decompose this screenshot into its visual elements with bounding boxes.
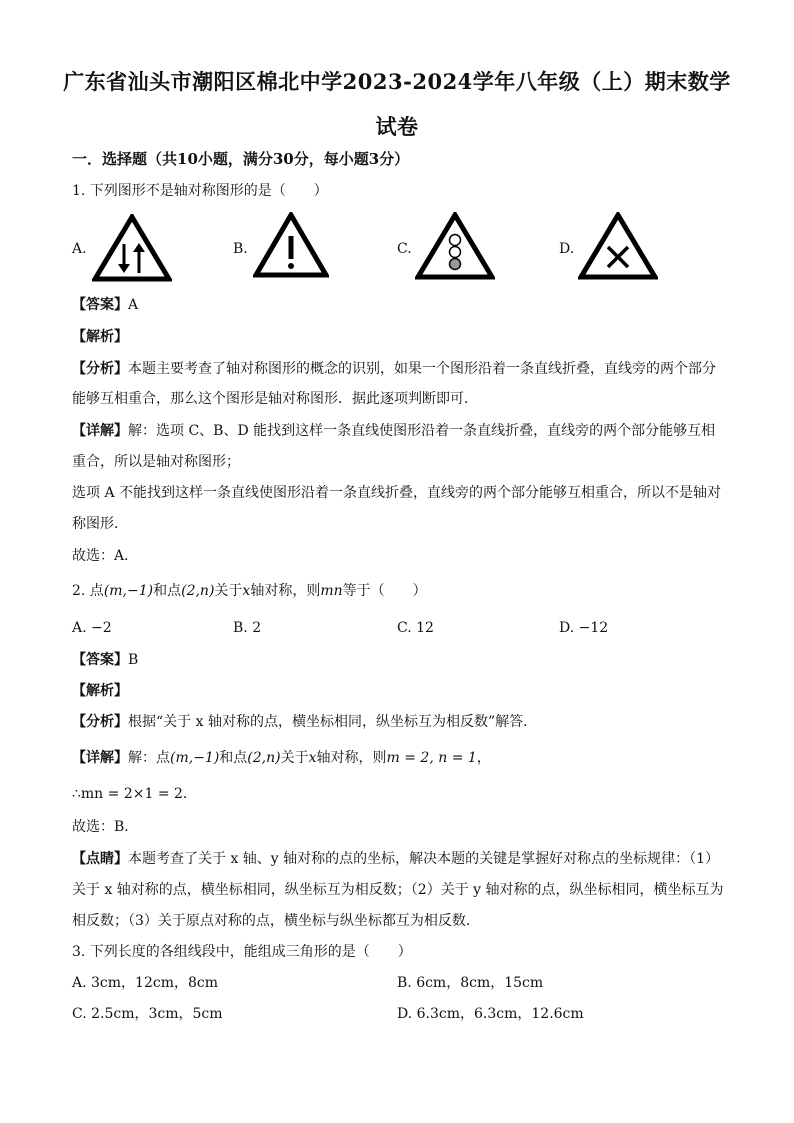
q2-option-b: B. 2 — [233, 620, 262, 636]
xiangjie-tag: 【详解】 — [72, 423, 128, 439]
q2-xiangjie-post: ， — [476, 750, 491, 766]
q2-point-1: (m,−1) — [103, 583, 154, 599]
answer-value: A — [128, 297, 139, 313]
q1-xiangjie-line-2: 重合，所以是轴对称图形； — [72, 454, 240, 470]
dianjing-tag: 【点睛】 — [72, 851, 128, 867]
q1-option-a-label: A. — [72, 241, 87, 257]
q1-fenxi-line-2: 能够互相重合，那么这个图形是轴对称图形．据此逐项判断即可． — [72, 391, 478, 407]
question-1-stem: 1. 下列图形不是轴对称图形的是（ ） — [72, 183, 328, 199]
q1-analysis-tag: 【解析】 — [72, 329, 128, 345]
answer-tag: 【答案】 — [72, 297, 128, 313]
q2-stem-mid-3: 轴对称，则 — [250, 583, 321, 599]
q2-stem-mid-1: 和点 — [153, 583, 182, 599]
q2-dianjing-line-2: 关于 x 轴对称的点，横坐标相同，纵坐标互为相反数；（2）关于 y 轴对称的点，纵坐标相同，横坐标互为 — [72, 882, 724, 898]
cross-warning-icon — [578, 212, 658, 280]
xiangjie-text: 解：选项 C、B、D 能找到这样一条直线使图形沿着一条直线折叠，直线旁的两个部分能够互相 — [128, 423, 716, 439]
q2-conclusion: 故选：B． — [72, 819, 139, 835]
q2-xiangjie-mid-3: 轴对称，则 — [316, 750, 387, 766]
fenxi-text: 本题主要考查了轴对称图形的概念的识别，如果一个图形沿着一条直线折叠，直线旁的两个部分 — [128, 361, 716, 377]
q2-answer — [72, 653, 138, 667]
answer-tag: 【答案】 — [72, 652, 128, 668]
xiangjie-tag: 【详解】 — [72, 750, 128, 766]
q1-xiangjie-line-3: 选项 A 不能找到这样一条直线使图形沿着一条直线折叠，直线旁的两个部分能够互相重合，所以不是轴对 — [72, 485, 722, 501]
page-title-continued: 试卷 — [375, 114, 419, 139]
exclamation-warning-icon — [253, 212, 329, 278]
two-way-traffic-icon — [92, 214, 172, 282]
q3-option-d: D. 6.3cm，6.3cm，12.6cm — [397, 1006, 584, 1022]
q1-answer — [72, 298, 138, 312]
q2-xiangjie-point-1: (m,−1) — [170, 750, 220, 766]
dianjing-text: 本题考查了关于 x 轴、y 轴对称的点的坐标，解决本题的关键是掌握好对称点的坐标规律：（1） — [128, 851, 720, 867]
q1-xiangjie-line-4: 称图形． — [72, 516, 128, 532]
q1-option-b-label: B. — [233, 241, 248, 257]
q2-option-d: D. −12 — [559, 620, 609, 636]
q2-mn: mn — [320, 583, 343, 599]
answer-value: B — [128, 652, 139, 668]
q2-xiangjie-axis: x — [308, 750, 317, 766]
q2-option-a: A. −2 — [72, 620, 112, 636]
q2-point-2: (2,n) — [181, 583, 215, 599]
section-heading: 一．选择题（共10小题，满分30分，每小题3分） — [72, 150, 410, 168]
question-3-stem: 3. 下列长度的各组线段中，能组成三角形的是（ ） — [72, 944, 412, 960]
fenxi-text: 根据“关于 x 轴对称的点，横坐标相同，纵坐标互为相反数”解答． — [128, 714, 538, 730]
q2-xiangjie-mid-2: 关于 — [280, 750, 309, 766]
q2-xiangjie-point-2: (2,n) — [247, 750, 281, 766]
q2-dianjing-line-3: 相反数；（3）关于原点对称的点，横坐标与纵坐标都互为相反数． — [72, 913, 480, 929]
q1-conclusion: 故选：A． — [72, 548, 139, 564]
q3-option-a: A. 3cm，12cm，8cm — [72, 975, 218, 991]
q2-fenxi — [72, 715, 537, 729]
q2-calc: ∴mn = 2×1 = 2． — [72, 786, 197, 802]
q2-dianjing-line-1 — [72, 852, 719, 866]
q3-option-c: C. 2.5cm，3cm，5cm — [72, 1006, 223, 1022]
q2-xiangjie-pre: 解：点 — [128, 750, 170, 766]
question-2-stem — [72, 584, 427, 598]
q2-stem-mid-2: 关于 — [214, 583, 243, 599]
page-title: 广东省汕头市潮阳区棉北中学2023-2024学年八年级（上）期末数学 — [63, 69, 731, 94]
fenxi-tag: 【分析】 — [72, 361, 128, 377]
traffic-light-icon — [415, 212, 495, 280]
q2-analysis-tag: 【解析】 — [72, 683, 128, 699]
q1-option-c-label: C. — [397, 241, 412, 257]
q2-xiangjie-values: m = 2, n = 1 — [386, 750, 477, 766]
q2-xiangjie — [72, 751, 491, 765]
q1-fenxi-line-1 — [72, 362, 716, 376]
q1-option-d-label: D. — [559, 241, 575, 257]
q1-xiangjie-line-1 — [72, 424, 715, 438]
fenxi-tag: 【分析】 — [72, 714, 128, 730]
q2-stem-post: 等于（ ） — [342, 583, 427, 599]
q2-axis: x — [242, 583, 251, 599]
q2-xiangjie-mid-1: 和点 — [219, 750, 248, 766]
q2-stem-pre: 2. 点 — [72, 583, 104, 599]
q3-option-b: B. 6cm，8cm，15cm — [397, 975, 544, 991]
q2-option-c: C. 12 — [397, 620, 434, 636]
